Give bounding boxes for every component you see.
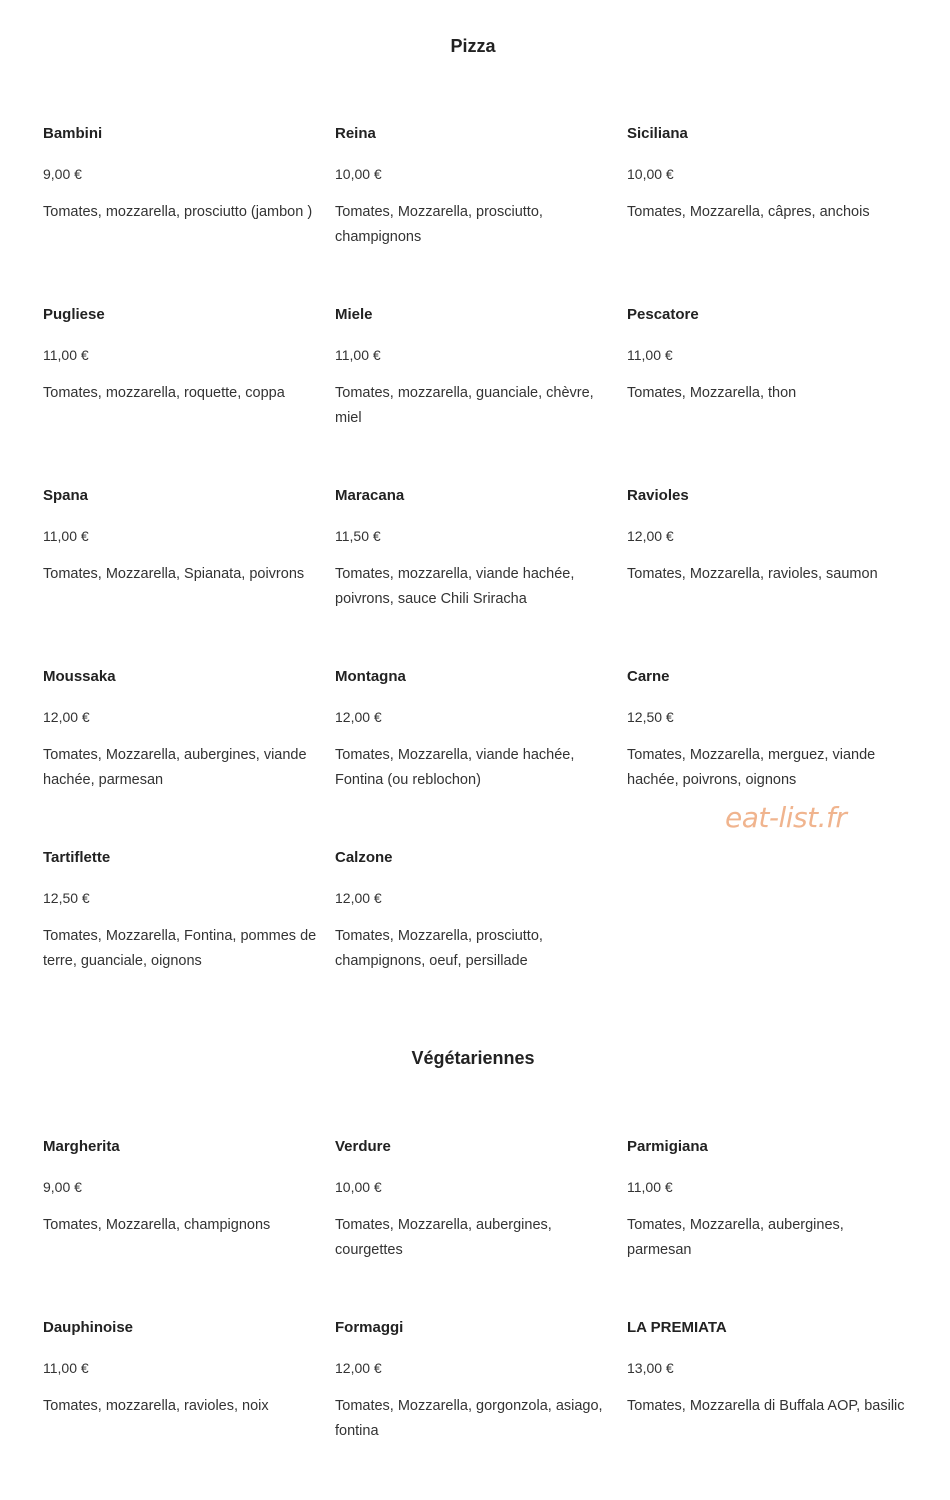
item-description: Tomates, Mozzarella, viande hachée, Fontina (ou reblochon) (335, 747, 575, 788)
menu-item (43, 847, 335, 1028)
item-price: 9,00 € (43, 1179, 82, 1195)
item-price: 12,00 € (43, 709, 90, 725)
item-price: 11,00 € (43, 347, 89, 363)
item-description: Tomates, Mozzarella, merguez, viande hachée, poivrons, oignons (627, 747, 876, 788)
item-name: Spana (43, 487, 89, 504)
item-description: Tomates, mozzarella, viande hachée, poivrons, sauce Chili Sriracha (335, 566, 575, 607)
item-name: Calzone (335, 849, 393, 866)
item-description: Tomates, mozzarella, ravioles, noix (43, 1398, 269, 1414)
item-description: Tomates, Mozzarella, Fontina, pommes de terre, guanciale, oignons (43, 928, 317, 969)
item-description: Tomates, mozzarella, guanciale, chèvre, miel (335, 385, 594, 426)
item-description: Tomates, Mozzarella di Buffala AOP, basilic (627, 1398, 905, 1414)
item-description: Tomates, Mozzarella, aubergines, parmesan (627, 1217, 844, 1258)
item-name: Moussaka (43, 668, 116, 685)
item-name: Carne (627, 668, 670, 685)
item-name: Siciliana (627, 125, 688, 142)
item-description: Tomates, Mozzarella, Spianata, poivrons (43, 566, 305, 582)
menu-item (335, 666, 627, 847)
item-description: Tomates, Mozzarella, thon (627, 385, 797, 401)
item-description: Tomates, mozzarella, roquette, coppa (43, 385, 285, 401)
menu-item (335, 123, 627, 304)
item-name: Pescatore (627, 306, 699, 323)
menu-item (335, 847, 627, 1028)
menu-item (335, 485, 627, 666)
item-name: Pugliese (43, 306, 105, 323)
menu-grid (43, 1136, 923, 1498)
item-name: Formaggi (335, 1319, 404, 1336)
item-price: 13,00 € (627, 1360, 674, 1376)
item-price: 12,50 € (627, 709, 674, 725)
menu-item (627, 304, 919, 485)
item-name: Dauphinoise (43, 1319, 134, 1336)
item-price: 12,50 € (43, 890, 90, 906)
item-price: 11,50 € (335, 528, 381, 544)
menu-item (627, 1136, 919, 1317)
item-name: Reina (335, 125, 376, 142)
item-price: 11,00 € (627, 347, 673, 363)
item-price: 9,00 € (43, 166, 82, 182)
item-name: Parmigiana (627, 1138, 708, 1155)
item-price: 11,00 € (335, 347, 381, 363)
item-name: Miele (335, 306, 373, 323)
menu-item (627, 485, 919, 666)
item-name: Montagna (335, 668, 406, 685)
item-name: Bambini (43, 125, 103, 142)
item-price: 10,00 € (627, 166, 674, 182)
item-description: Tomates, Mozzarella, gorgonzola, asiago, fontina (335, 1398, 603, 1439)
menu-item (627, 123, 919, 304)
item-name: Margherita (43, 1138, 120, 1155)
watermark: eat-list.fr (725, 801, 847, 834)
item-price: 11,00 € (627, 1179, 673, 1195)
item-name: Verdure (335, 1138, 391, 1155)
menu-item (43, 304, 335, 485)
item-price: 12,00 € (335, 709, 382, 725)
item-price: 10,00 € (335, 166, 382, 182)
item-description: Tomates, mozzarella, prosciutto (jambon ) (43, 204, 313, 220)
section-title: Végétariennes (411, 1048, 535, 1068)
menu-item (43, 1136, 335, 1317)
item-price: 12,00 € (335, 890, 382, 906)
menu-item (335, 304, 627, 485)
item-price: 10,00 € (335, 1179, 382, 1195)
menu-item (43, 666, 335, 847)
item-price: 11,00 € (43, 528, 89, 544)
item-description: Tomates, Mozzarella, aubergines, courgettes (335, 1217, 552, 1258)
item-description: Tomates, Mozzarella, câpres, anchois (627, 204, 870, 220)
menu-item (43, 123, 335, 304)
menu-item (335, 1136, 627, 1317)
item-price: 11,00 € (43, 1360, 89, 1376)
item-description: Tomates, Mozzarella, prosciutto, champignons (335, 204, 543, 245)
item-name: Ravioles (627, 487, 689, 504)
section-title: Pizza (450, 36, 496, 56)
item-name: Tartiflette (43, 849, 111, 866)
item-description: Tomates, Mozzarella, champignons (43, 1217, 271, 1233)
menu-item (335, 1317, 627, 1498)
menu-item (627, 1317, 919, 1498)
item-name: LA PREMIATA (627, 1319, 727, 1336)
item-description: Tomates, Mozzarella, aubergines, viande hachée, parmesan (43, 747, 307, 788)
item-description: Tomates, Mozzarella, ravioles, saumon (627, 566, 878, 582)
menu-item (43, 485, 335, 666)
menu-item (43, 1317, 335, 1498)
item-description: Tomates, Mozzarella, prosciutto, champignons, oeuf, persillade (335, 928, 543, 969)
item-price: 12,00 € (627, 528, 674, 544)
item-name: Maracana (335, 487, 405, 504)
menu-grid (43, 123, 923, 1028)
item-price: 12,00 € (335, 1360, 382, 1376)
